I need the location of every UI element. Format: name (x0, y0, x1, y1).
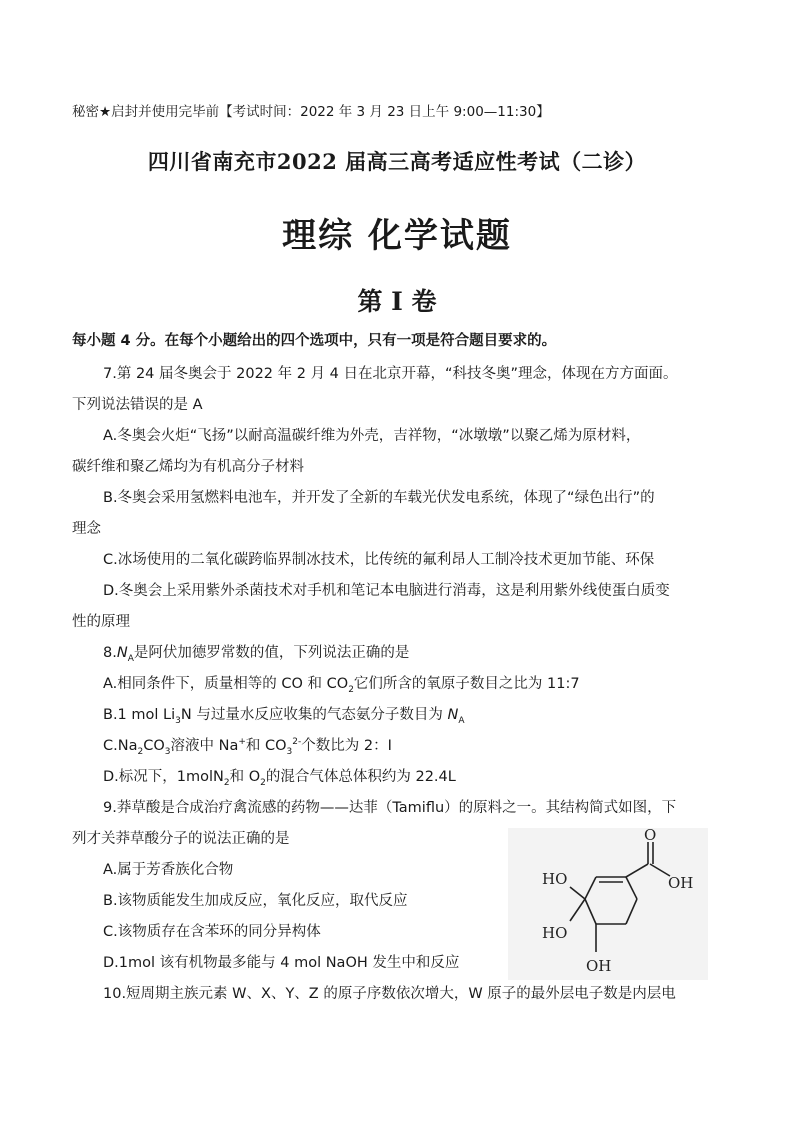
q7-option-d-line1: D.冬奥会上采用紫外杀菌技术对手机和笔记本电脑进行消毒，这是利用紫外线使蛋白质变 (103, 583, 670, 599)
q9-stem-line2: 列才关莽草酸分子的说法正确的是 (72, 831, 290, 847)
q8-c-sup1: + (238, 737, 246, 748)
q7-stem-line2: 下列说法错误的是 A (72, 397, 203, 413)
q8-stem (103, 643, 409, 663)
atom-o-top: O (644, 828, 657, 844)
q8-d-text2: 和 O (229, 769, 261, 785)
shikimic-acid-structure (508, 828, 708, 980)
q9-option-c: C.该物质存在含苯环的同分异构体 (103, 924, 321, 940)
q8-c-sub2: 3 (164, 746, 171, 757)
q7-stem-line1: 7.第 24 届冬奥会于 2022 年 2 月 4 日在北京开幕，“科技冬奥”理念，体现在方方面面。 (103, 366, 678, 382)
q8-b-na: N (447, 707, 459, 723)
q8-na-subscript: A (127, 653, 134, 664)
q8-c-sub1: 2 (137, 746, 144, 757)
q9-option-d: D.1mol 该有机物最多能与 4 mol NaOH 发生中和反应 (103, 955, 460, 971)
q8-d-text: D.标况下，1molN (103, 769, 224, 785)
q8-c-text5: 个数比为 2：I (301, 738, 392, 754)
q8-a-sub: 2 (348, 684, 354, 695)
q7-option-a-line2: 碳纤维和聚乙烯均为有机高分子材料 (72, 459, 304, 475)
q8-c-sub3: 3 (286, 746, 293, 757)
q8-option-c (103, 736, 392, 756)
q9-option-a: A.属于芳香族化合物 (103, 862, 234, 878)
section-instructions: 每小题 4 分。在每个小题给出的四个选项中，只有一项是符合题目要求的。 (72, 333, 557, 349)
q8-c-text3: 溶液中 Na (170, 738, 239, 754)
subject-title: 理综 化学试题 (282, 216, 512, 256)
q7-option-d-line2: 性的原理 (72, 614, 130, 630)
q8-c-text2: CO (143, 738, 165, 754)
q9-option-b: B.该物质能发生加成反应，氧化反应，取代反应 (103, 893, 408, 909)
q9-stem-line1: 9.莽草酸是合成治疗禽流感的药物——达菲（Tamiflu）的原料之一。其结构简式如图，下 (103, 800, 677, 816)
q8-d-sub1: 2 (223, 777, 230, 788)
q8-option-d (103, 767, 456, 787)
q7-option-b-line1: B.冬奥会采用氢燃料电池车，并开发了全新的车载光伏发电系统，体现了“绿色出行”的 (103, 490, 655, 506)
q8-number: 8. (103, 645, 117, 661)
q8-b-sub: 3 (175, 715, 181, 726)
q8-a-text2: 它们所含的氧原子数目之比为 11:7 (353, 676, 580, 692)
q8-a-text: A.相同条件下，质量相等的 CO 和 CO (103, 676, 349, 692)
q7-option-c: C.冰场使用的二氧化碳跨临界制冰技术，比传统的氟利昂人工制冷技术更加节能、环保 (103, 552, 655, 568)
exam-title: 四川省南充市2022 届高三高考适应性考试（二诊） (147, 149, 647, 174)
q7-option-a-line1: A.冬奥会火炬“飞扬”以耐高温碳纤维为外壳，吉祥物，“冰墩墩”以聚乙烯为原材料， (103, 428, 641, 444)
volume-title: 第 I 卷 (357, 287, 437, 316)
q10-stem-line1: 10.短周期主族元素 W、X、Y、Z 的原子序数依次增大，W 原子的最外层电子数是内层电 (103, 986, 676, 1002)
atom-ho-left-top: HO (542, 870, 568, 888)
q8-option-b (103, 705, 464, 725)
confidential-header: 秘密★启封并使用完毕前【考试时间：2022 年 3 月 23 日上午 9:00—11:30】 (72, 104, 550, 120)
q8-b-text: B.1 mol Li (103, 707, 176, 723)
q8-c-sup2: 2- (292, 737, 302, 748)
atom-oh-bottom: OH (586, 957, 612, 975)
atom-oh-right: OH (668, 874, 694, 892)
q8-c-text4: 和 CO (245, 738, 287, 754)
q8-b-na-sub: A (458, 715, 465, 726)
q8-stem-text: 是阿伏加德罗常数的值，下列说法正确的是 (133, 645, 410, 661)
q7-option-b-line2: 理念 (72, 521, 101, 537)
q8-d-text3: 的混合气体总体积约为 22.4L (265, 769, 456, 785)
q8-na-symbol: N (116, 645, 128, 661)
atom-ho-left-bottom: HO (542, 924, 568, 942)
q8-b-text2: N 与过量水反应收集的气态氨分子数目为 (180, 707, 448, 723)
q8-d-sub2: 2 (260, 777, 266, 788)
q8-c-text: C.Na (103, 738, 138, 754)
q8-option-a (103, 674, 580, 694)
